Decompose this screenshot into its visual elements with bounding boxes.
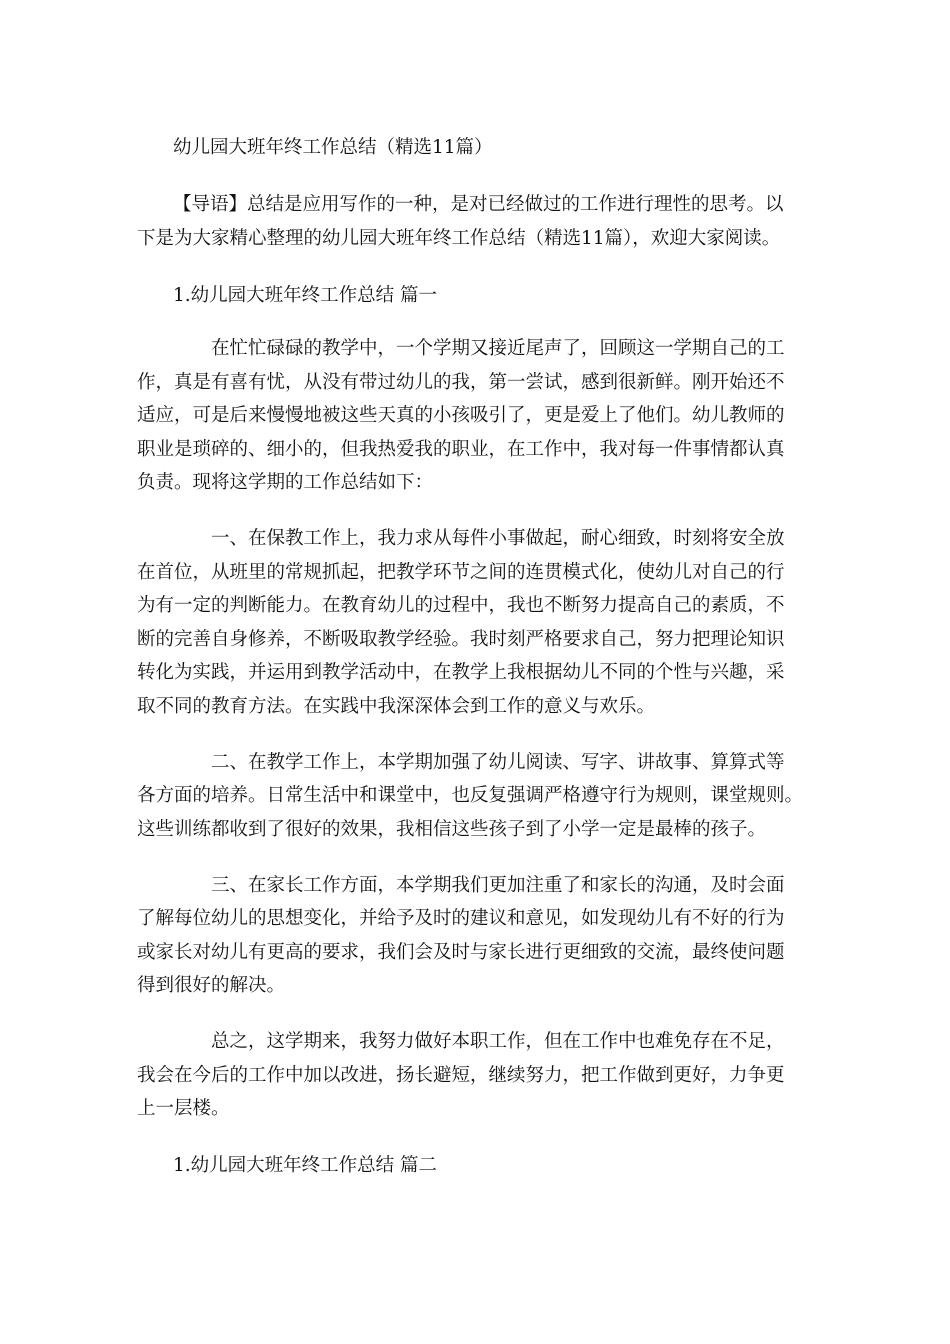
paragraph-5-line-1: 总之，这学期来，我努力做好本职工作，但在工作中也难免存在不足， (211, 1031, 785, 1052)
document-title: 幼儿园大班年终工作总结（精选11篇） (173, 137, 493, 158)
paragraph-1-line-2: 作，真是有喜有忧，从没有带过幼儿的我，第一尝试，感到很新鲜。刚开始还不 (137, 372, 785, 393)
paragraph-1-line-3: 适应，可是后来慢慢地被这些天真的小孩吸引了，更是爱上了他们。幼儿教师的 (137, 405, 785, 426)
paragraph-4-line-3: 或家长对幼儿有更高的要求，我们会及时与家长进行更细致的交流，最终使问题 (137, 942, 785, 963)
paragraph-3-line-3: 这些训练都收到了很好的效果，我相信这些孩子到了小学一定是最棒的孩子。 (137, 819, 767, 840)
paragraph-5-line-3: 上一层楼。 (137, 1098, 230, 1119)
paragraph-1-line-1: 在忙忙碌碌的教学中，一个学期又接近尾声了，回顾这一学期自己的工 (211, 338, 785, 359)
section-heading-2: 1.幼儿园大班年终工作总结 篇二 (173, 1155, 438, 1176)
section-heading-1: 1.幼儿园大班年终工作总结 篇一 (173, 285, 438, 306)
paragraph-1-line-4: 职业是琐碎的、细小的，但我热爱我的职业，在工作中，我对每一件事情都认真 (137, 439, 785, 460)
intro-line-1: 【导语】总结是应用写作的一种，是对已经做过的工作进行理性的思考。以 (173, 194, 784, 215)
paragraph-5-line-2: 我会在今后的工作中加以改进，扬长避短，继续努力，把工作做到更好，力争更 (137, 1065, 785, 1086)
paragraph-2-line-4: 断的完善自身修养，不断吸取教学经验。我时刻严格要求自己，努力把理论知识 (137, 629, 785, 650)
paragraph-3-line-2: 各方面的培养。日常生活中和课堂中，也反复强调严格遵守行为规则，课堂规则。 (137, 785, 804, 806)
paragraph-2-line-2: 在首位，从班里的常规抓起，把教学环节之间的连贯模式化，使幼儿对自己的行 (137, 562, 785, 583)
paragraph-2-line-3: 为有一定的判断能力。在教育幼儿的过程中，我也不断努力提高自己的素质，不 (137, 595, 785, 616)
intro-line-2: 下是为大家精心整理的幼儿园大班年终工作总结（精选11篇），欢迎大家阅读。 (137, 228, 781, 249)
paragraph-4-line-4: 得到很好的解决。 (137, 975, 286, 996)
paragraph-3-line-1: 二、在教学工作上，本学期加强了幼儿阅读、写字、讲故事、算算式等 (211, 752, 785, 773)
paragraph-2-line-5: 转化为实践，并运用到教学活动中，在教学上我根据幼儿不同的个性与兴趣，采 (137, 662, 785, 683)
paragraph-2-line-1: 一、在保教工作上，我力求从每件小事做起，耐心细致，时刻将安全放 (211, 528, 785, 549)
paragraph-2-line-6: 取不同的教育方法。在实践中我深深体会到工作的意义与欢乐。 (137, 696, 656, 717)
paragraph-4-line-2: 了解每位幼儿的思想变化，并给予及时的建议和意见，如发现幼儿有不好的行为 (137, 908, 785, 929)
paragraph-1-line-5: 负责。现将这学期的工作总结如下： (137, 472, 434, 493)
paragraph-4-line-1: 三、在家长工作方面，本学期我们更加注重了和家长的沟通，及时会面 (211, 875, 785, 896)
